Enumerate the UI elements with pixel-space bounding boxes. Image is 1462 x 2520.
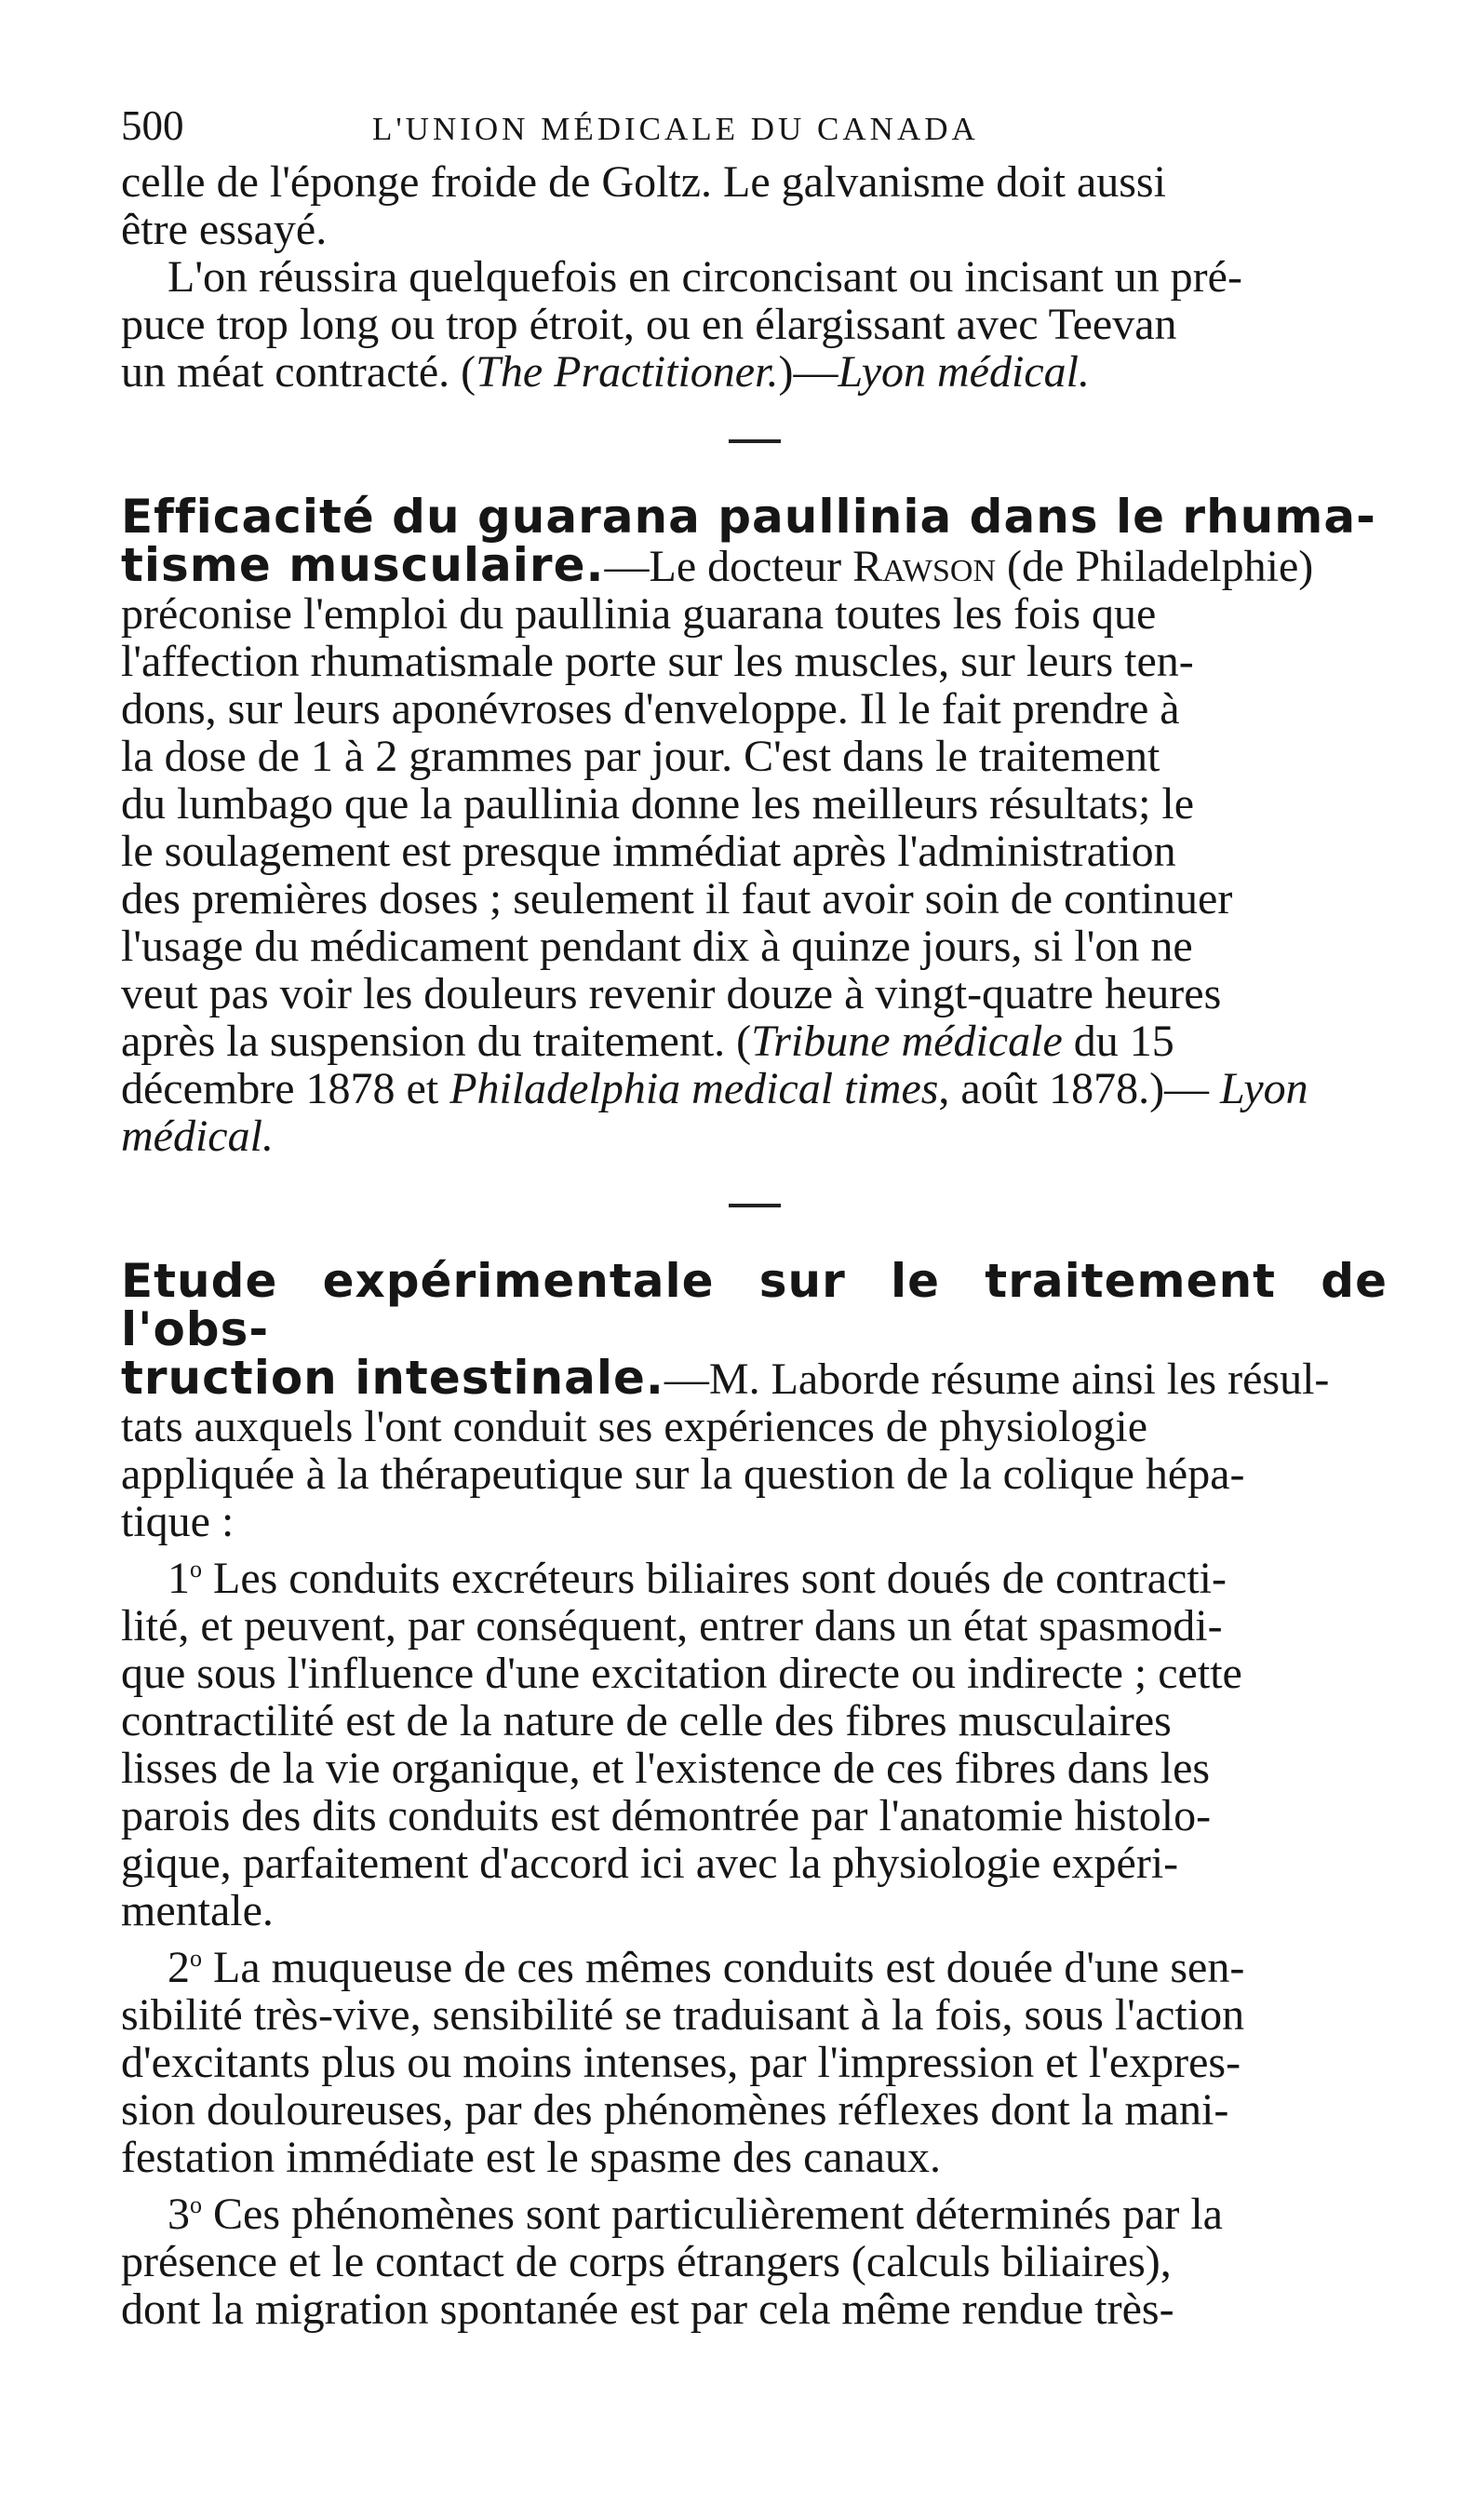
item-number-digit: 3 bbox=[168, 2190, 190, 2239]
numbered-item-1 bbox=[121, 1545, 1388, 1934]
paragraph-text: (de Philadelphie) préconise l'emploi du paullinia guarana toutes les fois que l'affection rhumatismale porte sur les muscles, sur leurs ten- dons, sur leurs aponévroses d'enveloppe. Il le fait prendre à la dose de 1 à 2 grammes par jour. C'est dans le traitement du lumbago que la paullinia donne les meilleurs résultats; le le soulagement est presque immédiat après l'administration des premières doses ; seulement il faut avoir soin de continuer l'usage du médicament pendant dix à quinze jours, si l'on ne veut pas voir les douleurs revenir douze à vingt-quatre heures après la suspension du traitement. ( bbox=[121, 542, 1314, 1066]
article-paragraph bbox=[121, 490, 1388, 1161]
page-number: 500 bbox=[121, 102, 184, 149]
article-obstruction bbox=[121, 1254, 1388, 2334]
paragraph-text: La muqueuse de ces mêmes conduits est douée d'une sen- sibilité très-vive, sensibilité se traduisant à la fois, sous l'action d'excitants plus ou moins intenses, par l'impression et l'expres- sion douloureuses, par des phénomènes réflexes dont la mani- festation immédiate est le spasme des canaux. bbox=[121, 1943, 1245, 2182]
paragraph-text: L'on réussira quelquefois en circoncisant ou incisant un pré- puce trop long ou trop étroit, ou en élargissant avec Teevan un méat contracté. ( bbox=[121, 252, 1242, 397]
paragraph-text: Les conduits excréteurs biliaires sont doués de contracti- lité, et peuvent, par conséquent, entrer dans un état spasmodi- que sous l'influence d'une excitation directe ou indirecte ; cette contractilité est de la nature de celle des fibres musculaires lisses de la vie organique, et l'existence de ces fibres dans les parois des dits conduits est démontrée par l'anatomie histolo- gique, parfaitement d'accord ici avec la physiologie expéri- mentale. bbox=[121, 1554, 1242, 1935]
article-title: Etude expérimentale sur le traitement de l'obs- truction intestinale. bbox=[121, 1254, 1388, 1405]
paragraph-text: —Le docteur bbox=[604, 542, 853, 591]
source-citation: The Practitioner. bbox=[476, 347, 779, 397]
item-number-suffix: o bbox=[190, 1945, 202, 1972]
article-guarana bbox=[121, 490, 1388, 1161]
item-number-digit: 2 bbox=[168, 1943, 190, 1992]
source-citation: Philadelphia medical times bbox=[449, 1064, 939, 1113]
paragraph-text: —M. Laborde résume ainsi les résul- tats auxquels l'ont conduit ses expériences de physiologie appliquée à la thérapeutique sur la question de la colique hépa- tique : bbox=[121, 1354, 1330, 1546]
paragraph-continuation bbox=[121, 158, 1388, 253]
item-number bbox=[168, 1554, 202, 1603]
section-separator bbox=[729, 439, 781, 443]
paragraph-text: du 15 décembre 1878 et bbox=[121, 1017, 1174, 1113]
article-goltz-continuation bbox=[121, 158, 1388, 396]
item-number-suffix: o bbox=[190, 2191, 202, 2218]
article-intro-paragraph bbox=[121, 1254, 1388, 1546]
article-title: Efficacité du guarana paullinia dans le rhuma- tisme musculaire. bbox=[121, 490, 1376, 592]
page-header bbox=[121, 93, 1388, 158]
section-separator bbox=[729, 1204, 781, 1207]
numbered-item-2 bbox=[121, 1934, 1388, 2181]
paragraph-text: Ces phénomènes sont particulièrement déterminés par la présence et le contact de corps étrangers (calculs biliaires), dont la migration spontanée est par cela même rendue très- bbox=[121, 2190, 1223, 2334]
running-title: L'UNION MÉDICALE DU CANADA bbox=[372, 111, 979, 147]
paragraph-text: celle de l'éponge froide de Goltz. Le galvanisme doit aussi être essayé. bbox=[121, 157, 1166, 254]
source-citation: Tribune médicale bbox=[751, 1017, 1063, 1066]
author-name: Rawson bbox=[852, 542, 997, 591]
paragraph-text: , août 1878.)— bbox=[938, 1064, 1221, 1113]
paragraph-text: )— bbox=[778, 347, 838, 397]
item-number bbox=[168, 2190, 202, 2239]
paragraph-circumcision bbox=[121, 253, 1388, 396]
source-citation: Lyon médical. bbox=[838, 347, 1090, 397]
item-number-digit: 1 bbox=[168, 1554, 190, 1603]
item-number-suffix: o bbox=[190, 1556, 202, 1583]
item-number bbox=[168, 1943, 202, 1992]
numbered-item-3 bbox=[121, 2181, 1388, 2333]
source-citation: Lyon médical. bbox=[121, 1064, 1308, 1161]
